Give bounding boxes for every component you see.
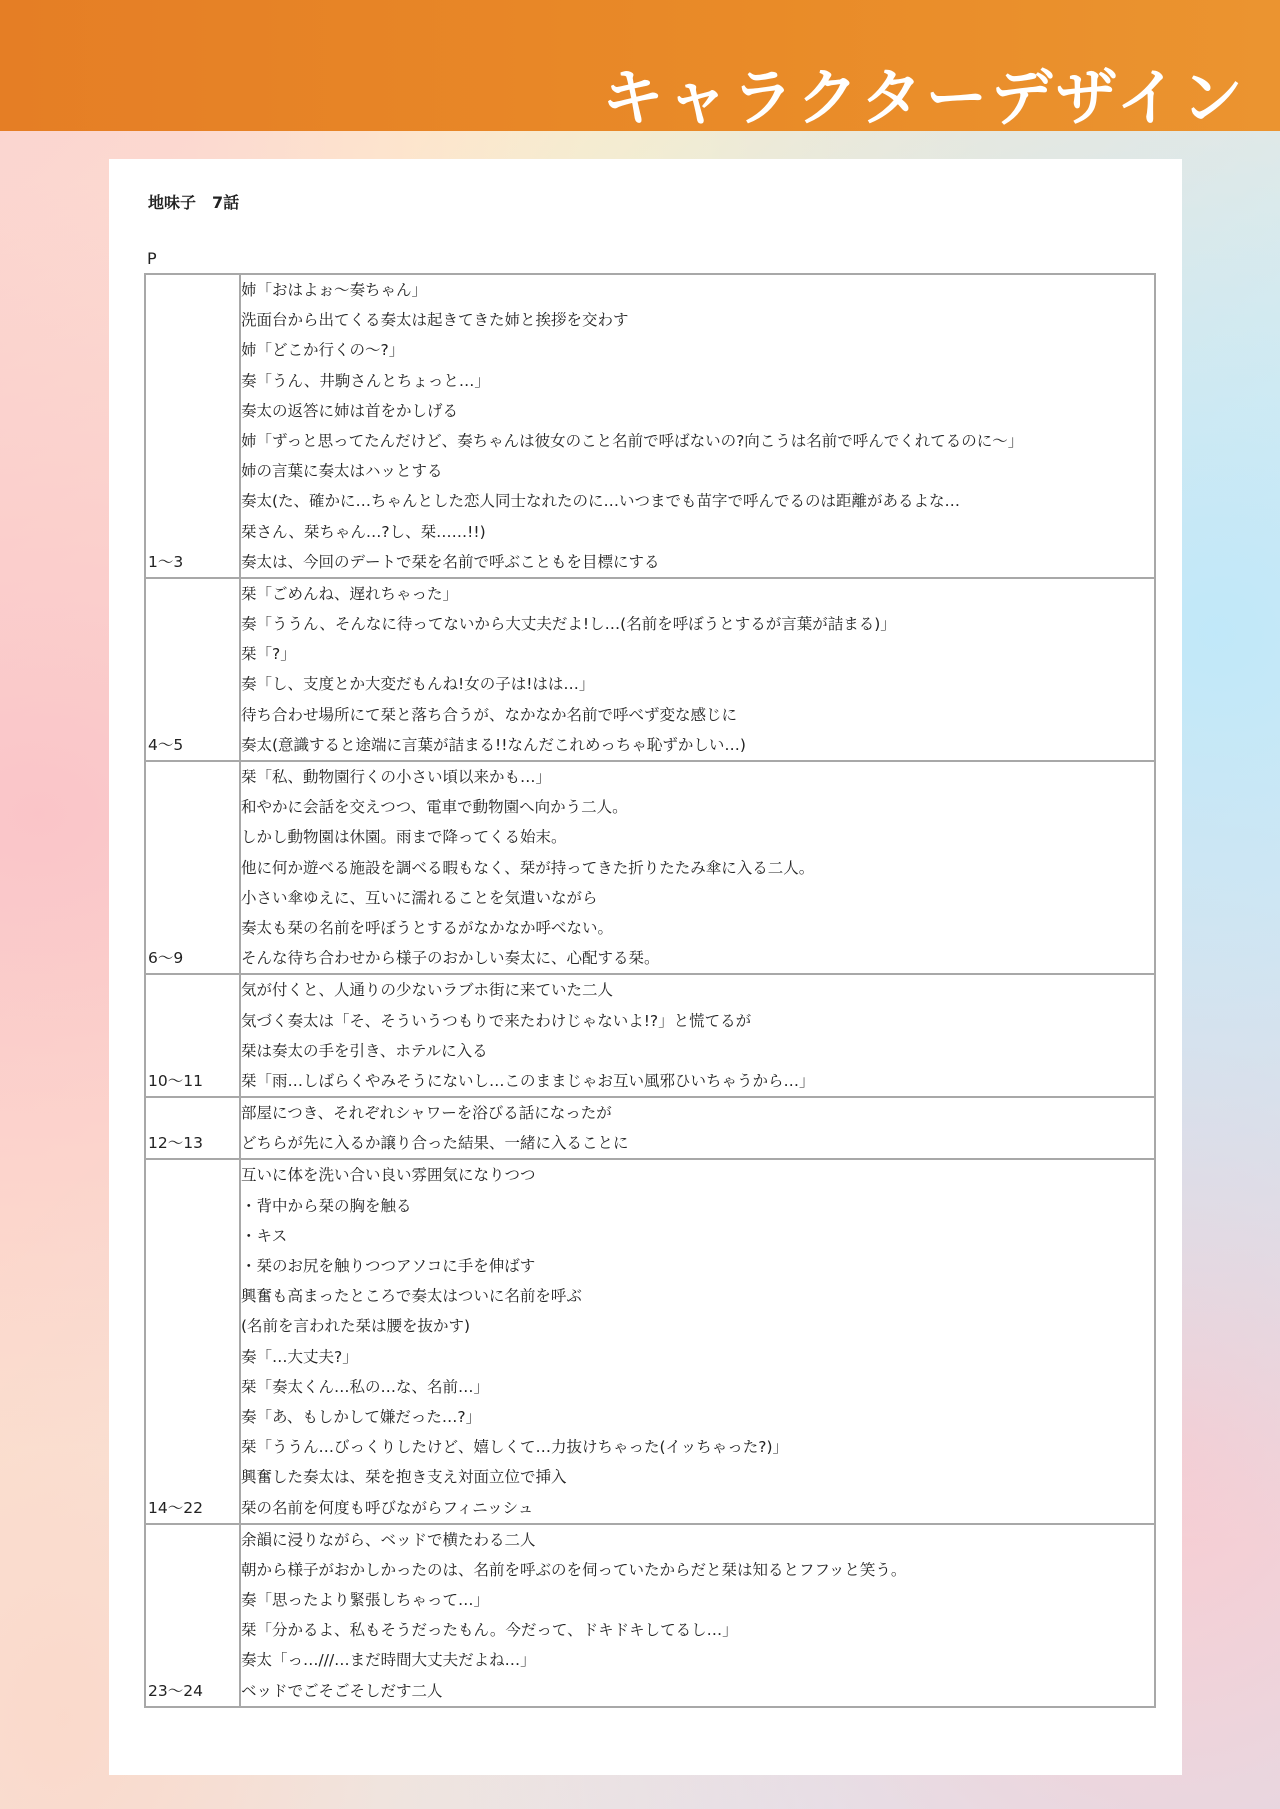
header-title: キャラクターデザイン xyxy=(601,61,1246,134)
script-line: 奏太も栞の名前を呼ぼうとするがなかなか呼べない。 xyxy=(241,918,614,937)
script-line: ・栞のお尻を触りつつアソコに手を伸ばす xyxy=(241,1257,536,1275)
script-line: 栞「私、動物園行くの小さい頃以来かも…」 xyxy=(241,768,552,786)
script-line: ・背中から栞の胸を触る xyxy=(241,1196,412,1215)
script-table-body xyxy=(145,274,1155,1707)
script-line: 余韻に浸りながら、ベッドで横たわる二人 xyxy=(241,1530,536,1549)
script-line: (名前を言われた栞は腰を抜かす) xyxy=(241,1317,471,1336)
script-line: 奏太(た、確かに…ちゃんとした恋人同士なれたのに…いつまでも苗字で呼んでるのは距離があるよな… xyxy=(241,492,961,511)
table-row xyxy=(145,578,1155,761)
page-range-cell: 14～22 xyxy=(145,1159,240,1523)
script-line: 栞「ごめんね、遅れちゃった」 xyxy=(241,584,459,603)
script-line: 栞「分かるよ、私もそうだったもん。今だって、ドキドキしてるし…」 xyxy=(241,1621,738,1640)
script-line: 他に何か遊べる施設を調べる暇もなく、栞が持ってきた折りたたみ傘に入る二人。 xyxy=(241,858,815,877)
script-line: 奏太の返答に姉は首をかしげる xyxy=(241,401,459,420)
script-line: どちらが先に入るか譲り合った結果、一緒に入ることに xyxy=(241,1134,629,1153)
script-text-cell xyxy=(240,1159,1155,1523)
script-line: 奏「うん、井駒さんとちょっと…」 xyxy=(241,371,490,390)
script-text-cell xyxy=(240,761,1155,974)
script-text-cell xyxy=(240,274,1155,578)
script-line: 和やかに会話を交えつつ、電車で動物園へ向かう二人。 xyxy=(241,798,628,817)
script-line: 洗面台から出てくる奏太は起きてきた姉と挨拶を交わす xyxy=(241,311,629,330)
table-row xyxy=(145,274,1155,578)
script-line: 興奮も高まったところで奏太はついに名前を呼ぶ xyxy=(241,1287,582,1306)
script-line: 姉の言葉に奏太はハッとする xyxy=(241,462,443,481)
page-range-cell: 4～5 xyxy=(145,578,240,761)
script-line: 朝から様子がおかしかったのは、名前を呼ぶのを伺っていたからだと栞は知るとフフッと笑う。 xyxy=(241,1560,907,1579)
script-line: 小さい傘ゆえに、互いに濡れることを気遣いながら xyxy=(241,888,598,907)
script-line: 待ち合わせ場所にて栞と落ち合うが、なかなか名前で呼べず変な感じに xyxy=(241,705,738,724)
script-text-cell xyxy=(240,1524,1155,1707)
script-line: 互いに体を洗い合い良い雰囲気になりつつ xyxy=(241,1166,536,1185)
script-line: 栞「?」 xyxy=(241,645,296,664)
script-line: 栞「ううん…びっくりしたけど、嬉しくて…力抜けちゃった(イッちゃった?)」 xyxy=(241,1438,789,1457)
script-line: 奏「し、支度とか大変だもんね!女の子は!はは…」 xyxy=(241,675,595,694)
script-line: ベッドでごそごそしだす二人 xyxy=(241,1681,443,1700)
script-line: 姉「おはよぉ～奏ちゃん」 xyxy=(241,281,428,299)
script-line: 気づく奏太は「そ、そういうつもりで来たわけじゃないよ!?」と慌てるが xyxy=(241,1011,752,1030)
script-line: 奏太は、今回のデートで栞を名前で呼ぶこともを目標にする xyxy=(241,552,660,571)
table-row xyxy=(145,1524,1155,1707)
script-line: 姉「どこか行くの～?」 xyxy=(241,341,405,360)
page-range-cell: 10～11 xyxy=(145,974,240,1097)
page-range-cell: 12～13 xyxy=(145,1097,240,1159)
table-row xyxy=(145,974,1155,1097)
script-line: 栞「奏太くん…私の…な、名前…」 xyxy=(241,1377,490,1396)
script-line: 奏「…大丈夫?」 xyxy=(241,1347,358,1366)
script-line: しかし動物園は休園。雨まで降ってくる始末。 xyxy=(241,828,567,847)
script-line: 奏「思ったより緊張しちゃって…」 xyxy=(241,1591,490,1610)
script-line: 奏「あ、もしかして嫌だった…?」 xyxy=(241,1407,482,1426)
script-line: 部屋につき、それぞれシャワーを浴びる話になったが xyxy=(241,1104,612,1123)
page-range-cell: 1～3 xyxy=(145,274,240,578)
script-text-cell xyxy=(240,578,1155,761)
script-text-cell xyxy=(240,974,1155,1097)
script-text-cell xyxy=(240,1097,1155,1159)
page-column-label: P xyxy=(147,249,157,268)
document-title: 地味子 7話 xyxy=(148,193,240,212)
script-line: そんな待ち合わせから様子のおかしい奏太に、心配する栞。 xyxy=(241,949,660,968)
script-line: 気が付くと、人通りの少ないラブホ街に来ていた二人 xyxy=(241,981,614,1000)
script-line: 奏太(意識すると途端に言葉が詰まる!!なんだこれめっちゃ恥ずかしい…) xyxy=(241,735,746,754)
script-table xyxy=(144,273,1156,1708)
page-range-cell: 6～9 xyxy=(145,761,240,974)
page-range-cell: 23～24 xyxy=(145,1524,240,1707)
table-row xyxy=(145,761,1155,974)
script-line: 栞の名前を何度も呼びながらフィニッシュ xyxy=(241,1498,534,1517)
script-line: 興奮した奏太は、栞を抱き支え対面立位で挿入 xyxy=(241,1468,567,1487)
script-line: 栞は奏太の手を引き、ホテルに入る xyxy=(241,1041,488,1060)
table-row xyxy=(145,1159,1155,1523)
table-row xyxy=(145,1097,1155,1159)
script-line: 栞「雨…しばらくやみそうにないし…このままじゃお互い風邪ひいちゃうから…」 xyxy=(241,1071,815,1090)
script-line: 奏「ううん、そんなに待ってないから大丈夫だよ!し…(名前を呼ぼうとするが言葉が詰まる)」 xyxy=(241,615,896,634)
script-line: 姉「ずっと思ってたんだけど、奏ちゃんは彼女のこと名前で呼ばないの?向こうは名前で呼んでくれてるのに～」 xyxy=(241,431,1024,450)
script-line: 奏太「っ…///…まだ時間大丈夫だよね…」 xyxy=(241,1651,536,1670)
script-line: ・キス xyxy=(241,1226,288,1245)
header-bar xyxy=(0,0,1280,134)
script-line: 栞さん、栞ちゃん…?し、栞……!!) xyxy=(241,522,486,541)
